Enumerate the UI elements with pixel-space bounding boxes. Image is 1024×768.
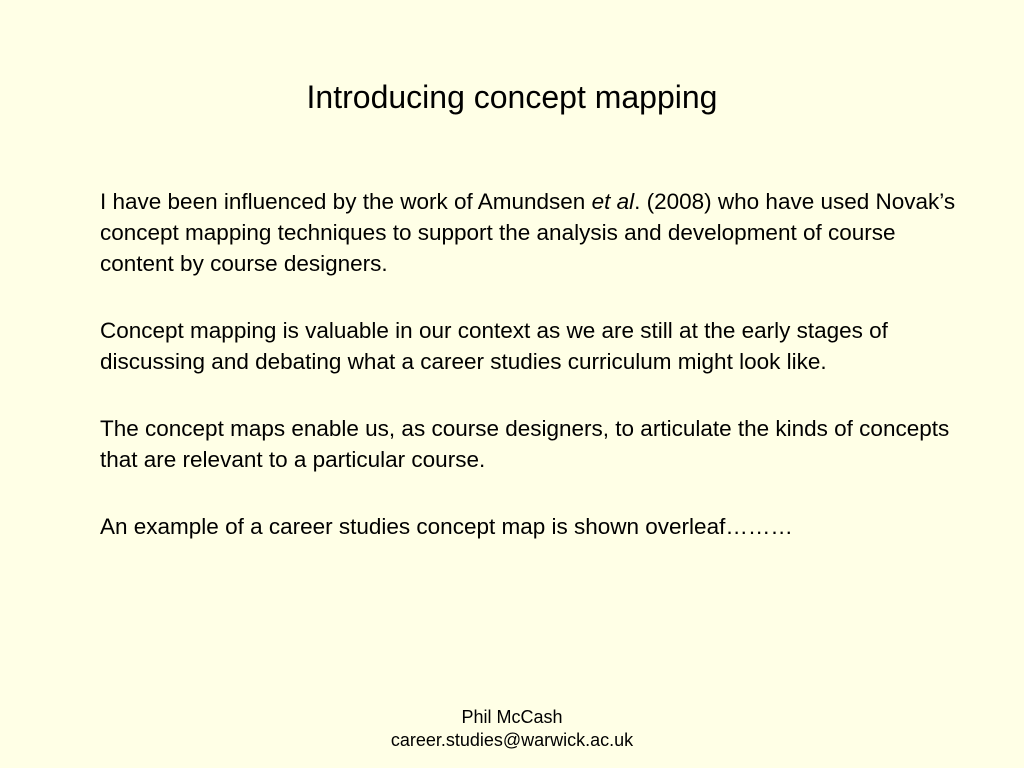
paragraph-influence: [100, 186, 970, 279]
slide-footer: [0, 706, 1024, 752]
et-al-italic: et al: [591, 189, 635, 214]
footer-email: career.studies@warwick.ac.uk: [390, 730, 634, 750]
paragraph-influence-start: I have been influenced by the work of Amundsen: [100, 189, 592, 214]
paragraph-influence-end: . (2008) who have used Novak’s concept mapping techniques to support the analysis and development of course content by course designers.: [100, 189, 956, 276]
paragraph-context: Concept mapping is valuable in our context as we are still at the early stages of discussing and debating what a career studies curriculum might look like.: [100, 318, 888, 374]
slide-title: Introducing concept mapping: [306, 79, 718, 115]
paragraph-example: An example of a career studies concept map is shown overleaf………: [100, 514, 793, 539]
slide-body: [100, 186, 970, 578]
footer-author: Phil McCash: [461, 707, 563, 727]
paragraph-concept-maps: The concept maps enable us, as course designers, to articulate the kinds of concepts that are relevant to a particular course.: [100, 416, 950, 472]
